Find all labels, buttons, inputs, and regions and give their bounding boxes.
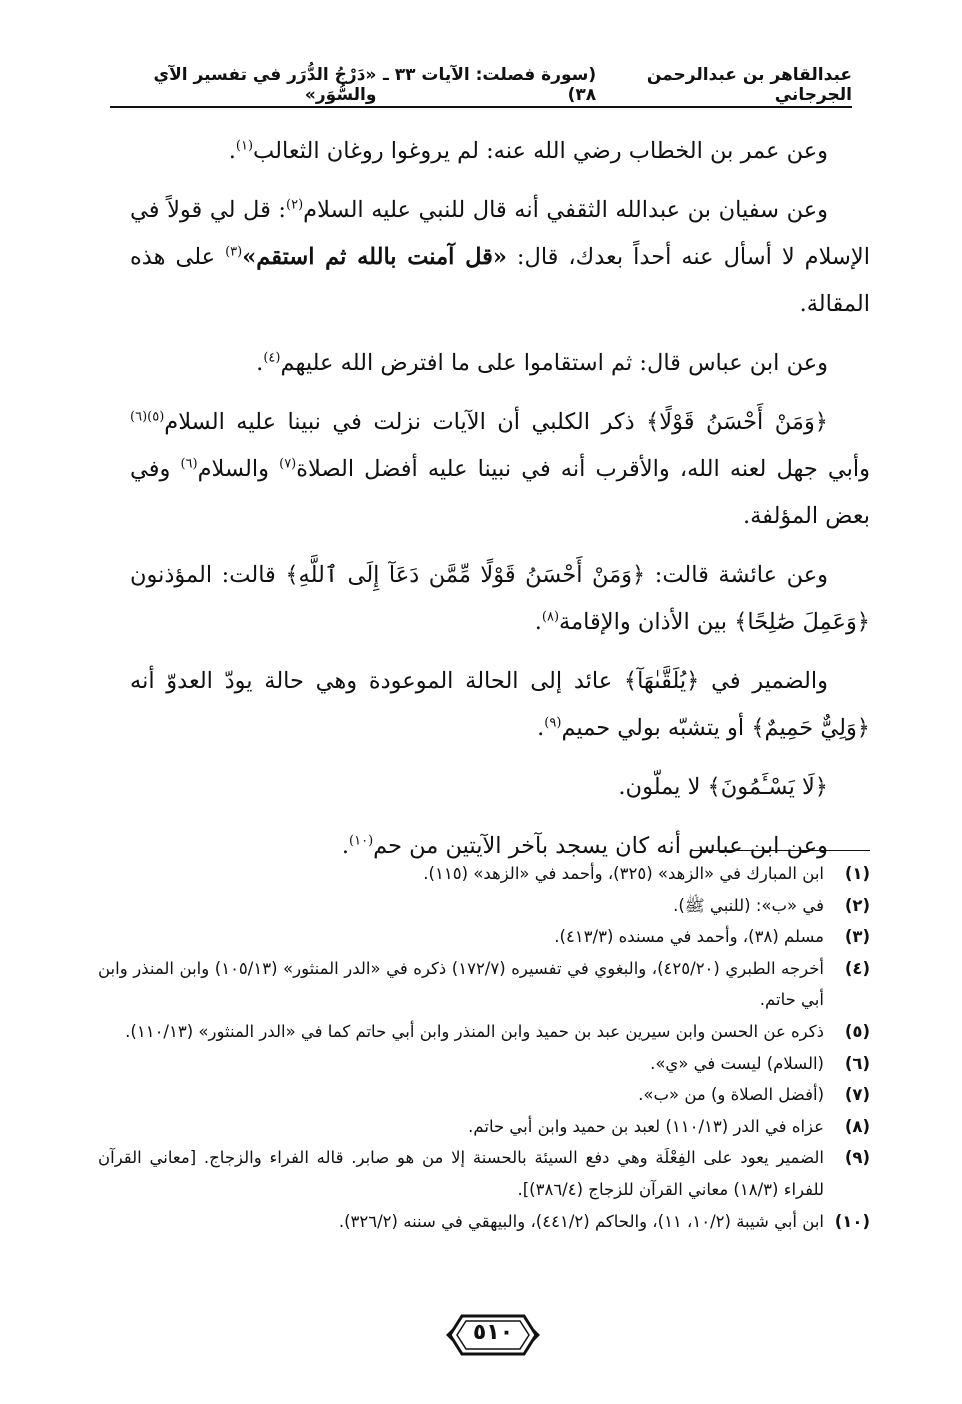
page-number: ٥١٠ xyxy=(472,1320,514,1345)
paragraph-6: والضمير في ﴿يُلَقَّىٰهَآ﴾ عائد إلى الحالة الموعودة وهي حالة يودّ العدوّ أنه ﴿وَلِيٌّ حَمِيمٌ﴾ أو يتشبّه بولي حميم$^{(٩)}$. xyxy=(130,668,870,741)
footnote-4: (٤) أخرجه الطبري (٤٢٥/٢٠)، والبغوي في تفسيره (١٧٢/٧) ذكره في «الدر المنثور» (١٠٥/١٣) وابن المنذر وابن أبي حاتم. xyxy=(98,958,870,1010)
page-number-ornament xyxy=(446,1310,540,1360)
footnote-10: (١٠) ابن أبي شيبة (١٠/٢، ١١)، والحاكم (٤٤١/٢)، والبيهقي في سننه (٣٢٦/٢). xyxy=(338,1211,870,1231)
footnotes xyxy=(98,858,870,1237)
footnote-divider xyxy=(692,850,870,851)
paragraph-4: ﴿وَمَنْ أَحْسَنُ قَوْلًا﴾ ذكر الكلبي أن الآيات نزلت في نبينا عليه السلام$^{(٥)(٦)}$ وأبي جهل لعنه الله، والأقرب أنه في نبينا عليه أفضل الصلاة$^{(٧)}$ والسلام$^{(٦)}$ وفي بعض المؤلفة. xyxy=(130,409,871,529)
paragraph-8: وعن ابن عباس أنه كان يسجد بآخر الآيتين من حم$^{(١٠)}$. xyxy=(341,833,828,859)
header-surah-range: (سورة فصلت: الآيات ٣٣ ـ ٣٨) xyxy=(382,65,597,105)
footnote-6: (٦) (السلام) ليست في «ي». xyxy=(650,1053,870,1073)
footnote-1: (١) ابن المبارك في «الزهد» (٣٢٥)، وأحمد في «الزهد» (١١٥). xyxy=(423,864,870,883)
paragraph-2: وعن سفيان بن عبدالله الثقفي أنه قال للنبي عليه السلام$^{(٢)}$: قل لي قولاً في الإسلام لا أسأل عنه أحداً بعدك، قال: «قل آمنت بالله ثم استقم»$^{(٣)}$ على هذه المقالة. xyxy=(130,197,870,317)
footnote-5: (٥) ذكره عن الحسن وابن سيرين عبد بن حميد وابن المنذر وابن أبي حاتم كما في «الدر المنثور» (١١٠/١٣). xyxy=(125,1021,870,1041)
footnote-9: (٩) الضمير يعود على الفِعْلَة وهي دفع السيئة بالحسنة إلا من هو صابر. قاله الفراء والزجاج. [معاني القرآن للفراء (١٨/٣) معاني القرآن للزجاج (٣٨٦/٤)]. xyxy=(98,1148,870,1199)
paragraph-3: وعن ابن عباس قال: ثم استقاموا على ما افترض الله عليهم$^{(٤)}$. xyxy=(256,350,828,376)
paragraph-7: ﴿لَا يَسْـَٔمُونَ﴾ لا يملّون. xyxy=(618,774,828,800)
footnote-7: (٧) (أفضل الصلاة و) من «ب». xyxy=(638,1085,870,1105)
paragraph-5: وعن عائشة قالت: ﴿وَمَنْ أَحْسَنُ قَوْلًا مِّمَّن دَعَآ إِلَى ٱللَّهِ﴾ قالت: المؤذنون ﴿وَعَمِلَ صَٰلِحًا﴾ بين الأذان والإقامة$^{(٨)}$. xyxy=(130,562,870,635)
footnote-8: (٨) عزاه في الدر (١١٠/١٣) لعبد بن حميد وابن أبي حاتم. xyxy=(468,1116,870,1136)
main-text xyxy=(130,128,870,882)
header-author: عبدالقاهر بن عبدالرحمن الجرجاني xyxy=(646,65,852,105)
paragraph-1: وعن عمر بن الخطاب رضي الله عنه: لم يروغوا روغان الثعالب$^{(١)}$. xyxy=(228,138,828,164)
footnote-3: (٣) مسلم (٣٨)، وأحمد في مسنده (٤١٣/٣). xyxy=(554,927,870,947)
header-book-title: «دَرْجُ الدُّرَر في تفسير الآي والسُّوَر» xyxy=(153,65,377,105)
footnote-2: (٢) في «ب»: (للنبي ﷺ). xyxy=(673,895,870,915)
running-header xyxy=(110,65,852,105)
header-divider xyxy=(110,106,852,108)
